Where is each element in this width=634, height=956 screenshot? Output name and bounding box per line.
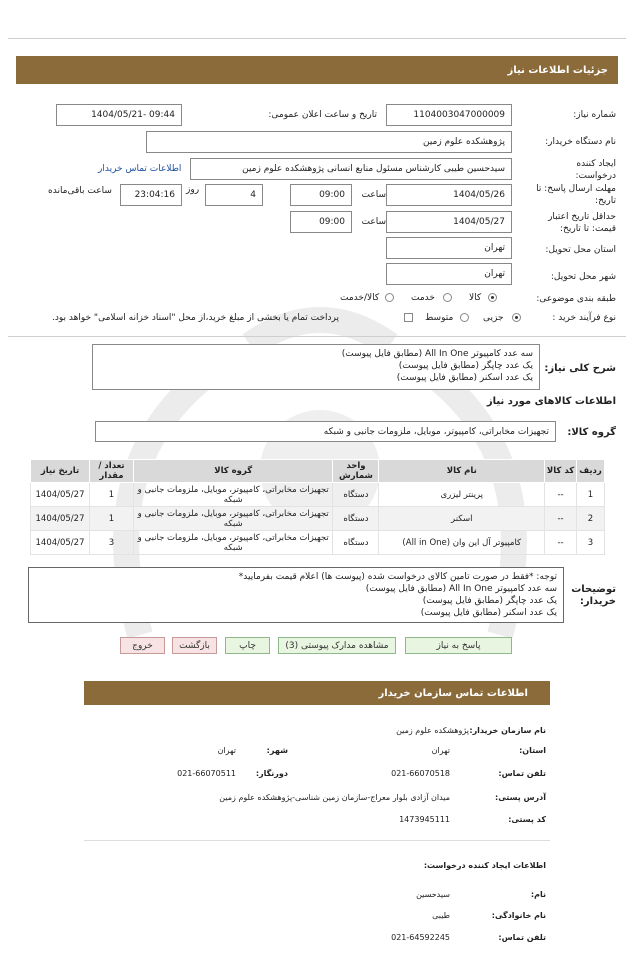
validity-date-field: 1404/05/27 — [386, 211, 512, 233]
need-number-label: شماره نیاز: — [573, 110, 616, 120]
back-button[interactable]: بازگشت — [172, 637, 217, 654]
province-label: استان محل تحویل: — [545, 245, 616, 255]
goods-section-title: اطلاعات کالاهای مورد نیاز — [486, 396, 616, 407]
th-row: ردیف — [577, 460, 605, 483]
creator-name-label: نام: — [530, 890, 546, 899]
page-title: جزئیات اطلاعات نیاز — [507, 64, 608, 76]
th-unit: واحد شمارش — [333, 460, 379, 483]
creator-family-value: طیبی — [432, 911, 450, 920]
validity-label: حداقل تاریخ اعتبار قیمت: تا تاریخ: — [548, 212, 616, 234]
creator-label: ایجاد کننده درخواست: — [575, 159, 616, 181]
cell-unit: دستگاه — [333, 507, 379, 531]
th-date: تاریخ نیاز — [31, 460, 90, 483]
summary-label: شرح کلی نیاز: — [544, 363, 616, 374]
creator-family-label: نام خانوادگی: — [491, 911, 546, 920]
cell-group: تجهیزات مخابراتی، کامپیوتر، موبایل، ملزومات جانبی و شبکه — [133, 531, 333, 555]
cell-code: -- — [545, 507, 577, 531]
contact-city-value: تهران — [217, 746, 236, 755]
summary-line-1: سه عدد کامپیوتر All In One (مطابق فایل پیوست) — [341, 349, 533, 359]
city-field: تهران — [386, 263, 512, 285]
cell-row: 2 — [577, 507, 605, 531]
th-code: کد کالا — [545, 460, 577, 483]
process-radio-medium[interactable] — [460, 313, 469, 322]
cell-date: 1404/05/27 — [31, 483, 90, 507]
deadline-date-field: 1404/05/26 — [386, 184, 512, 206]
th-name: نام کالا — [379, 460, 545, 483]
days-label: روز — [186, 185, 200, 195]
notes-line-3: یک عدد چاپگر (مطابق فایل پیوست) — [422, 596, 557, 606]
exit-button[interactable]: خروج — [120, 637, 165, 654]
deadline-time-label: ساعت — [361, 190, 386, 200]
cell-code: -- — [545, 483, 577, 507]
cell-group: تجهیزات مخابراتی، کامپیوتر، موبایل، ملزومات جانبی و شبکه — [133, 483, 333, 507]
th-qty: تعداد / مقدار — [90, 460, 134, 483]
contact-phone-label: تلفن تماس: — [498, 769, 546, 778]
process-radio-minor[interactable] — [512, 313, 521, 322]
notes-box — [28, 567, 564, 623]
table-header-row — [31, 460, 605, 483]
contact-org-value: پژوهشکده علوم زمین — [396, 726, 469, 735]
contact-fax-value: 021-66070511 — [177, 769, 236, 778]
summary-line-3: یک عدد اسکنر (مطابق فایل پیوست) — [396, 373, 533, 383]
treasury-checkbox[interactable] — [404, 313, 413, 322]
cell-date: 1404/05/27 — [31, 531, 90, 555]
contact-address-label: آدرس پستی: — [495, 793, 546, 802]
cell-row: 1 — [577, 483, 605, 507]
buyer-contact-link[interactable]: اطلاعات تماس خریدار — [98, 164, 182, 174]
notes-line-4: یک عدد اسکنر (مطابق فایل پیوست) — [420, 608, 557, 618]
notes-line-1: توجه: *فقط در صورت تامین کالای درخواست شده (پیوست ها) اعلام قیمت بفرمایید* — [238, 572, 557, 582]
cell-date: 1404/05/27 — [31, 507, 90, 531]
need-number-field: 1104003047000009 — [386, 104, 512, 126]
remaining-time-field: 23:04:16 — [120, 184, 182, 206]
category-option-both: کالا/خدمت — [340, 293, 380, 303]
buyer-label: نام دستگاه خریدار: — [545, 137, 616, 147]
attachments-button[interactable]: مشاهده مدارک پیوستی (3) — [278, 637, 396, 654]
cell-unit: دستگاه — [333, 483, 379, 507]
creator-phone-value: 021-64592245 — [391, 933, 450, 942]
contact-fax-label: دورنگار: — [255, 769, 288, 778]
contact-title: اطلاعات تماس سازمان خریدار — [378, 687, 528, 699]
cell-qty: 3 — [90, 531, 134, 555]
section-divider — [8, 336, 626, 337]
category-radio-both[interactable] — [385, 293, 394, 302]
category-radio-goods[interactable] — [488, 293, 497, 302]
process-option-medium: متوسط — [425, 313, 454, 323]
announce-label: تاریخ و ساعت اعلان عمومی: — [268, 110, 377, 120]
buyer-field: پژوهشکده علوم زمین — [146, 131, 512, 153]
table-row — [31, 483, 605, 507]
days-field: 4 — [205, 184, 263, 206]
notes-line-2: سه عدد کامپیوتر All In One (مطابق فایل پیوست) — [365, 584, 557, 594]
city-label: شهر محل تحویل: — [550, 272, 616, 282]
creator-name-value: سیدحسین — [416, 890, 450, 899]
cell-row: 3 — [577, 531, 605, 555]
contact-divider — [84, 840, 550, 841]
notes-label: توضیحات خریدار: — [571, 584, 616, 607]
category-radio-service[interactable] — [443, 293, 452, 302]
th-group: گروه کالا — [133, 460, 333, 483]
cell-name: اسکنر — [379, 507, 545, 531]
process-label: نوع فرآیند خرید : — [552, 313, 616, 323]
contact-postal-label: کد پستی: — [508, 815, 546, 824]
deadline-time-field: 09:00 — [290, 184, 352, 206]
goods-group-field: تجهیزات مخابراتی، کامپیوتر، موبایل، ملزومات جانبی و شبکه — [95, 421, 556, 442]
process-option-minor: جزیی — [483, 313, 504, 323]
goods-group-label: گروه کالا: — [567, 427, 616, 438]
contact-org-label: نام سازمان خریدار: — [469, 726, 546, 735]
cell-qty: 1 — [90, 483, 134, 507]
category-label: طبقه بندی موضوعی: — [536, 294, 616, 304]
creator-field: سیدحسین طیبی کارشناس مسئول منابع انسانی پژوهشکده علوم زمین — [190, 158, 512, 180]
contact-city-label: شهر: — [266, 746, 288, 755]
category-option-goods: کالا — [469, 293, 482, 303]
contact-address-value: میدان آزادی بلوار معراج-سازمان زمین شناسی-پژوهشکده علوم زمین — [219, 793, 450, 802]
creator-section-title: اطلاعات ایجاد کننده درخواست: — [423, 861, 546, 870]
contact-province-value: تهران — [431, 746, 450, 755]
cell-group: تجهیزات مخابراتی، کامپیوتر، موبایل، ملزومات جانبی و شبکه — [133, 507, 333, 531]
cell-unit: دستگاه — [333, 531, 379, 555]
announce-field: 1404/05/21- 09:44 — [56, 104, 182, 126]
deadline-label: مهلت ارسال پاسخ: تا تاریخ: — [536, 184, 616, 206]
contact-title-bar — [84, 681, 550, 705]
creator-phone-label: تلفن تماس: — [498, 933, 546, 942]
payment-note: پرداخت تمام یا بخشی از مبلغ خرید،از محل "اسناد خزانه اسلامی" خواهد بود. — [52, 313, 340, 323]
cell-qty: 1 — [90, 507, 134, 531]
contact-phone-value: 021-66070518 — [391, 769, 450, 778]
remaining-label: ساعت باقی‌مانده — [48, 186, 112, 196]
cell-name: کامپیوتر آل این وان (All in One) — [379, 531, 545, 555]
page-title-bar — [16, 56, 618, 84]
print-button[interactable]: چاپ — [225, 637, 270, 654]
table-row — [31, 507, 605, 531]
category-option-service: خدمت — [411, 293, 435, 303]
reply-button[interactable]: پاسخ به نیاز — [405, 637, 512, 654]
contact-province-label: استان: — [519, 746, 546, 755]
validity-time-label: ساعت — [361, 217, 386, 227]
validity-time-field: 09:00 — [290, 211, 352, 233]
contact-postal-value: 1473945111 — [399, 815, 450, 824]
table-row — [31, 531, 605, 555]
items-table — [30, 459, 605, 555]
summary-line-2: یک عدد چاپگر (مطابق فایل پیوست) — [398, 361, 533, 371]
top-divider — [8, 38, 626, 39]
cell-name: پرینتر لیزری — [379, 483, 545, 507]
cell-code: -- — [545, 531, 577, 555]
summary-box — [92, 344, 540, 390]
province-field: تهران — [386, 237, 512, 259]
